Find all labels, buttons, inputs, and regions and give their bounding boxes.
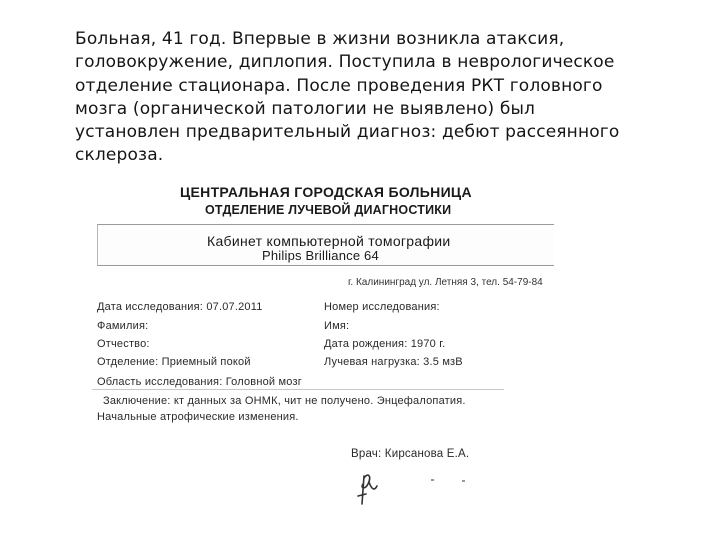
scan-speck [462,480,465,482]
exam-number: Номер исследования: [324,301,440,313]
signature-icon [350,466,390,506]
hospital-address: г. Калининград ул. Летняя 3, тел. 54-79-84 [348,277,543,288]
doctor-name: Врач: Кирсанова Е.А. [351,448,470,460]
conclusion-line-2: Начальные атрофические изменения. [97,411,299,423]
case-line: мозга (органической патологии не выявлено) был [75,98,536,119]
hospital-name: ЦЕНТРАЛЬНАЯ ГОРОДСКАЯ БОЛЬНИЦА [180,184,472,200]
birth-date: Дата рождения: 1970 г. [324,338,446,350]
conclusion-line-1: Заключение: кт данных за ОНМК, чит не получено. Энцефалопатия. [103,395,466,407]
radiation-dose: Лучевая нагрузка: 3.5 мзВ [324,356,463,368]
case-line: отделение стационара. После проведения РКТ головного [75,75,603,96]
exam-date: Дата исследования: 07.07.2011 [97,301,263,313]
department-name: ОТДЕЛЕНИЕ ЛУЧЕВОЙ ДИАГНОСТИКИ [205,203,452,217]
scanner-model: Philips Brilliance 64 [262,248,379,263]
name-field: Имя: [324,320,350,332]
scan-speck [431,479,434,481]
cabinet-title: Кабинет компьютерной томографии [207,233,451,249]
surname-field: Фамилия: [97,320,149,332]
patronymic-field: Отчество: [97,338,150,350]
exam-area: Область исследования: Головной мозг [97,376,302,388]
case-line: склероза. [75,145,164,166]
case-line: головокружение, диплопия. Поступила в неврологическое [75,52,615,73]
case-line: установлен предварительный диагноз: дебют рассеянного [75,122,620,143]
department-field: Отделение: Приемный покой [97,356,251,368]
case-line: Больная, 41 год. Впервые в жизни возникла атаксия, [75,29,565,49]
